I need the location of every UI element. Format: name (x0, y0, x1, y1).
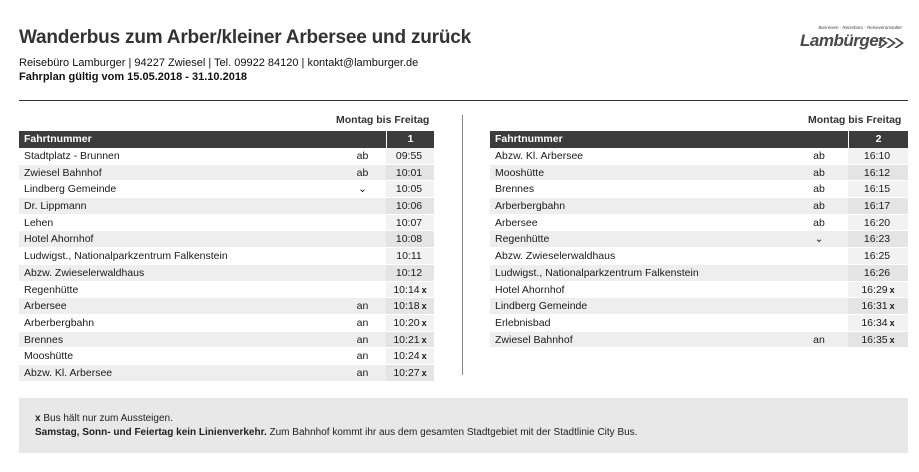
stop-flag (339, 198, 386, 214)
alight-only-marker: x (421, 284, 427, 295)
stop-name: Arbersee (24, 300, 67, 313)
footnote-line-2 (35, 426, 908, 440)
table-body (490, 148, 908, 348)
departure-cell (386, 248, 434, 264)
departure-time: 16:17 (863, 200, 891, 213)
table-row (490, 231, 908, 248)
table-row (19, 148, 434, 165)
alight-only-marker: x (889, 284, 895, 295)
stop-name: Abzw. Kl. Arbersee (495, 150, 584, 162)
alight-only-marker: x (421, 351, 427, 362)
departure-time: 16:15 (863, 183, 891, 196)
alight-only-marker: x (889, 301, 895, 312)
departure-cell (848, 265, 908, 281)
alight-only-marker: x (889, 334, 895, 345)
stop-flag (339, 282, 386, 298)
table-row (490, 248, 908, 265)
departure-time: 10:20 (393, 316, 420, 329)
table-row (490, 198, 908, 215)
departure-cell (386, 265, 434, 281)
stop-flag: an (356, 300, 369, 313)
logo-tagline: Busreisen · Reisebüro · Reiseveranstalter (818, 25, 902, 30)
table-row (490, 165, 908, 182)
departure-cell (386, 332, 434, 348)
table-row (490, 315, 908, 332)
stop-flag: an (356, 350, 369, 363)
departure-time: 16:10 (863, 150, 891, 162)
stop-name: Mooshütte (495, 166, 545, 179)
page-title: Wanderbus zum Arber/kleiner Arbersee und zurück (19, 27, 471, 48)
departure-time: 10:11 (396, 250, 422, 263)
footnote-text: Bus hält nur zum Aussteigen. (40, 413, 173, 424)
departure-time: 10:14 (393, 283, 420, 296)
service-days-label: Montag bis Freitag (808, 114, 902, 126)
departure-cell (848, 248, 908, 264)
stop-flag: an (356, 316, 369, 329)
contact-info: Reisebüro Lamburger | 94227 Zwiesel | Tel. 09922 84120 | kontakt@lamburger.de (19, 57, 419, 69)
departure-cell (848, 165, 908, 181)
stop-name: Abzw. Kl. Arbersee (24, 366, 113, 379)
stop-flag: ab (813, 166, 825, 179)
footnote-box (19, 398, 908, 453)
header-divider (19, 100, 908, 101)
stop-flag (339, 231, 386, 247)
departure-time: 16:12 (863, 166, 891, 179)
stop-flag (339, 248, 386, 264)
stop-name: Brennes (495, 183, 535, 196)
table-row (490, 265, 908, 282)
stop-flag (339, 265, 386, 281)
stop-name: Brennes (24, 333, 64, 346)
departure-time: 10:21 (393, 333, 420, 346)
validity-period: Fahrplan gültig vom 15.05.2018 - 31.10.2018 (19, 71, 248, 83)
stop-name: Zwiesel Bahnhof (24, 166, 102, 179)
departure-cell (386, 282, 434, 298)
departure-cell (848, 332, 908, 348)
stop-name: Stadtplatz - Brunnen (24, 150, 120, 162)
stop-name: Lindberg Gemeinde (495, 300, 588, 313)
stop-flag: an (356, 333, 369, 346)
departure-cell (386, 165, 434, 181)
timetable-outbound (19, 112, 434, 382)
departure-cell (386, 148, 434, 164)
stop-flag: ⌄ (358, 183, 367, 196)
departure-time: 16:25 (863, 250, 891, 263)
stop-name: Hotel Ahornhof (495, 283, 565, 296)
footnote-bold: Samstag, Sonn- und Feiertag kein Linienverkehr. (35, 427, 267, 438)
footnote-line-1 (35, 412, 908, 426)
stop-flag: an (356, 366, 369, 379)
departure-cell (386, 298, 434, 314)
departure-time: 10:07 (395, 216, 423, 229)
departure-time: 10:01 (395, 166, 423, 179)
departure-cell (848, 231, 908, 247)
stop-name: Arbersee (495, 216, 538, 229)
departure-cell (848, 282, 908, 298)
stop-name: Zwiesel Bahnhof (495, 333, 573, 346)
stop-flag (790, 248, 848, 264)
table-row (19, 348, 434, 365)
stop-name: Erlebnisbad (495, 316, 551, 329)
departure-cell (386, 315, 434, 331)
departure-cell (386, 348, 434, 364)
table-row (19, 315, 434, 332)
footnote-marker: x (35, 413, 41, 424)
stop-name: Abzw. Zwieselerwaldhaus (495, 250, 616, 263)
departure-time: 16:29 (861, 283, 888, 296)
stop-name: Dr. Lippmann (24, 200, 87, 213)
departure-time: 16:34 (861, 316, 888, 329)
stop-flag: ab (356, 150, 369, 162)
table-row (19, 332, 434, 349)
col-header-trip: Fahrtnummer (24, 133, 92, 145)
table-row (19, 181, 434, 198)
footnote-text-2: Zum Bahnhof kommt ihr aus dem gesamten Stadtgebiet mit der Stadtlinie City Bus. (266, 427, 638, 438)
stop-name: Mooshütte (24, 350, 74, 363)
trip-number: 1 (386, 131, 434, 148)
table-row (490, 181, 908, 198)
col-header-trip: Fahrtnummer (495, 133, 563, 145)
table-body (19, 148, 434, 382)
stop-name: Abzw. Zwieselerwaldhaus (24, 266, 145, 279)
stop-flag: ab (813, 216, 825, 229)
stop-flag: an (813, 333, 825, 346)
departure-cell (848, 298, 908, 314)
table-row (19, 165, 434, 182)
stop-flag (790, 298, 848, 314)
departure-cell (848, 215, 908, 231)
departure-time: 10:08 (395, 233, 423, 246)
departure-time: 16:20 (863, 216, 891, 229)
stop-name: Arberbergbahn (24, 316, 95, 329)
departure-time: 10:18 (393, 300, 420, 313)
table-header (490, 131, 908, 148)
stop-flag (790, 315, 848, 331)
departure-time: 16:31 (861, 300, 888, 313)
stop-flag: ab (356, 166, 369, 179)
stop-name: Hotel Ahornhof (24, 233, 94, 246)
triple-chevron-logo-icon (876, 36, 906, 50)
departure-time: 10:24 (393, 350, 420, 363)
stop-name: Regenhütte (24, 283, 79, 296)
logo-wordmark: Lambürger (800, 31, 885, 50)
company-logo (790, 22, 910, 54)
departure-time: 16:23 (863, 233, 891, 246)
alight-only-marker: x (421, 334, 427, 345)
stop-name: Ludwigst., Nationalparkzentrum Falkenstein (495, 266, 699, 279)
departure-time: 09:55 (395, 150, 423, 162)
departure-cell (386, 215, 434, 231)
timetable-return (490, 112, 908, 348)
departure-time: 16:26 (863, 266, 891, 279)
alight-only-marker: x (421, 317, 427, 328)
departure-cell (386, 365, 434, 381)
departure-cell (848, 198, 908, 214)
alight-only-marker: x (889, 317, 895, 328)
departure-time: 10:06 (395, 200, 423, 213)
table-row (19, 198, 434, 215)
departure-time: 10:05 (395, 183, 423, 196)
departure-cell (848, 181, 908, 197)
table-divider (462, 115, 463, 375)
stop-flag: ab (813, 200, 825, 213)
stop-name: Lindberg Gemeinde (24, 183, 117, 196)
departure-cell (386, 231, 434, 247)
table-row (19, 248, 434, 265)
stop-flag (790, 265, 848, 281)
table-header (19, 131, 434, 148)
table-row (19, 231, 434, 248)
stop-name: Arberbergbahn (495, 200, 566, 213)
service-days-label: Montag bis Freitag (336, 114, 430, 126)
table-row (19, 215, 434, 232)
departure-cell (386, 198, 434, 214)
table-row (490, 298, 908, 315)
departure-cell (848, 148, 908, 164)
table-row (490, 332, 908, 349)
stop-flag: ab (813, 150, 825, 162)
table-row (490, 282, 908, 299)
departure-time: 10:27 (393, 366, 420, 379)
stop-flag (339, 215, 386, 231)
departure-time: 16:35 (861, 333, 888, 346)
table-row (19, 298, 434, 315)
alight-only-marker: x (421, 367, 427, 378)
stop-name: Ludwigst., Nationalparkzentrum Falkenstein (24, 250, 228, 263)
stop-name: Regenhütte (495, 233, 550, 246)
stop-flag: ab (813, 183, 825, 196)
departure-cell (386, 181, 434, 197)
table-row (490, 148, 908, 165)
table-row (490, 215, 908, 232)
table-row (19, 265, 434, 282)
stop-flag: ⌄ (814, 233, 824, 246)
stop-flag (790, 282, 848, 298)
departure-cell (848, 315, 908, 331)
table-row (19, 365, 434, 382)
departure-time: 10:12 (395, 266, 423, 279)
trip-number: 2 (848, 131, 908, 148)
table-row (19, 282, 434, 299)
alight-only-marker: x (421, 301, 427, 312)
stop-name: Lehen (24, 216, 54, 229)
